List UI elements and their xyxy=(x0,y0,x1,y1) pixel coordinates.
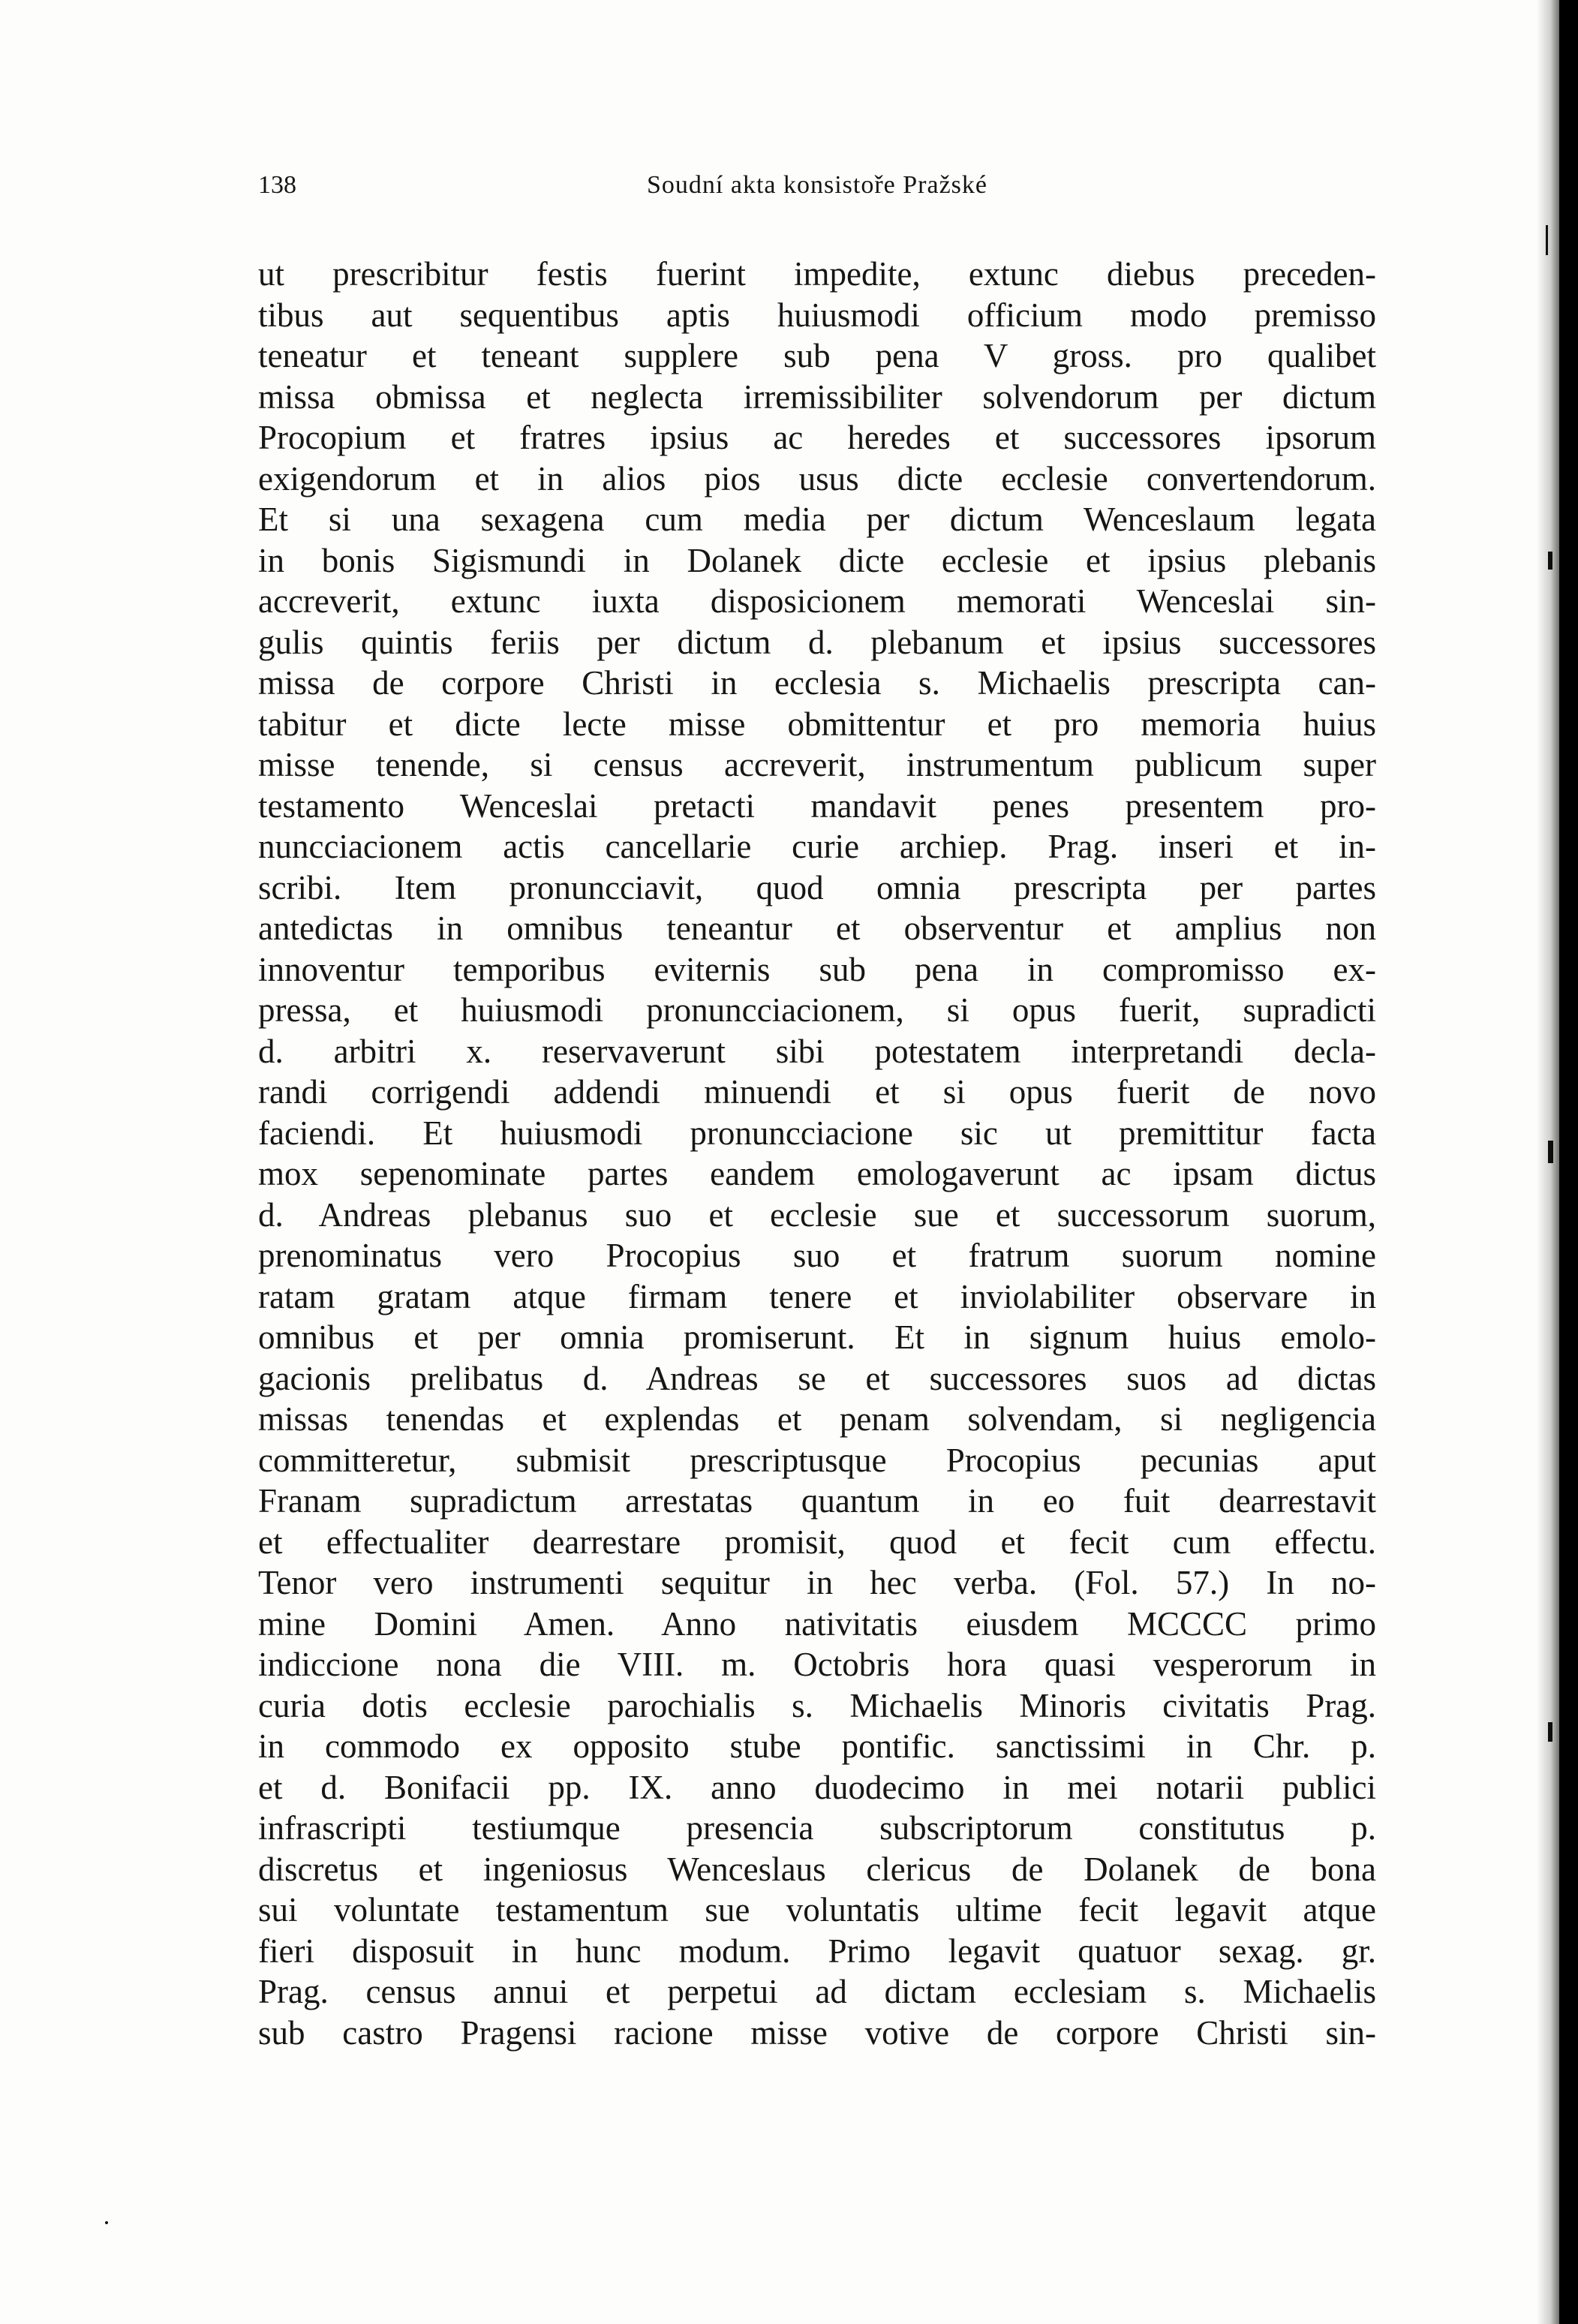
text-line: curia dotis ecclesie parochialis s. Michaelis Minoris civitatis Prag. xyxy=(258,1686,1376,1724)
text-line: fieri disposuit in hunc modum. Primo legavit quatuor sexag. gr. xyxy=(258,1932,1376,1970)
text-line: in bonis Sigismundi in Dolanek dicte ecclesie et ipsius plebanis xyxy=(258,541,1376,579)
text-line: testamento Wenceslai pretacti mandavit penes presentem pro- xyxy=(258,786,1376,825)
text-line: nuncciacionem actis cancellarie curie archiep. Prag. inseri et in- xyxy=(258,828,1376,865)
running-title: Soudní akta konsistoře Pražské xyxy=(647,171,987,199)
text-line: antedictas in omnibus teneantur et observentur et amplius non xyxy=(258,909,1376,947)
text-line: infrascripti testiumque presencia subscriptorum constitutus p. xyxy=(258,1809,1376,1847)
text-line: committeretur, submisit prescriptusque Procopius pecunias aput xyxy=(258,1441,1376,1479)
text-line: Tenor vero instrumenti sequitur in hec verba. (Fol. 57.) In no- xyxy=(258,1564,1376,1601)
text-line: exigendorum et in alios pios usus dicte ecclesie convertendorum. xyxy=(258,459,1376,498)
text-line: d. Andreas plebanus suo et ecclesie sue et successorum suorum, xyxy=(258,1195,1376,1234)
text-line: prenominatus vero Procopius suo et fratrum suorum nomine xyxy=(258,1237,1376,1274)
text-line: d. arbitri x. reservaverunt sibi potestatem interpretandi decla- xyxy=(258,1032,1376,1070)
text-line: faciendi. Et huiusmodi pronuncciacione sic ut premittitur facta xyxy=(258,1114,1376,1152)
text-line: gacionis prelibatus d. Andreas se et successores suos ad dictas xyxy=(258,1359,1376,1397)
page-number: 138 xyxy=(258,171,296,199)
text-line: missa de corpore Christi in ecclesia s. Michaelis prescripta can- xyxy=(258,664,1376,702)
text-line: in commodo ex opposito stube pontific. sanctissimi in Chr. p. xyxy=(258,1727,1376,1765)
text-line: et effectualiter dearrestare promisit, quod et fecit cum effectu. xyxy=(258,1523,1376,1561)
text-line: Franam supradictum arrestatas quantum in eo fuit dearrestavit xyxy=(258,1482,1376,1520)
text-line: teneatur et teneant supplere sub pena V gross. pro qualibet xyxy=(258,337,1376,374)
text-line: mine Domini Amen. Anno nativitatis eiusdem MCCCC primo xyxy=(258,1604,1376,1643)
text-line: randi corrigendi addendi minuendi et si opus fuerit de novo xyxy=(258,1073,1376,1111)
text-line: ut prescribitur festis fuerint impedite, extunc diebus preceden- xyxy=(258,255,1376,293)
text-line: indiccione nona die VIII. m. Octobris hora quasi vesperorum in xyxy=(258,1646,1376,1683)
text-line: tibus aut sequentibus aptis huiusmodi officium modo premisso xyxy=(258,296,1376,334)
text-line: pressa, et huiusmodi pronuncciacionem, si opus fuerit, supradicti xyxy=(258,991,1376,1029)
text-line: misse tenende, si census accreverit, instrumentum publicum super xyxy=(258,746,1376,783)
page-edge-shadow xyxy=(1537,0,1559,2324)
text-line: et d. Bonifacii pp. IX. anno duodecimo in mei notarii publici xyxy=(258,1768,1376,1806)
text-line: mox sepenominate partes eandem emologaverunt ac ipsam dictus xyxy=(258,1155,1376,1192)
text-line: Et si una sexagena cum media per dictum Wenceslaum legata xyxy=(258,501,1376,538)
text-line: Procopium et fratres ipsius ac heredes et successores ipsorum xyxy=(258,419,1376,456)
text-line: missa obmissa et neglecta irremissibiliter solvendorum per dictum xyxy=(258,377,1376,416)
text-line: accreverit, extunc iuxta disposicionem memorati Wenceslai sin- xyxy=(258,582,1376,620)
text-line: gulis quintis feriis per dictum d. plebanum et ipsius successores xyxy=(258,623,1376,661)
text-line: sui voluntate testamentum sue voluntatis ultime fecit legavit atque xyxy=(258,1891,1376,1929)
text-line: discretus et ingeniosus Wenceslaus clericus de Dolanek de bona xyxy=(258,1850,1376,1888)
running-header xyxy=(258,171,1376,209)
text-line: innoventur temporibus eviternis sub pena in compromisso ex- xyxy=(258,950,1376,988)
scan-mark xyxy=(105,2221,108,2224)
text-line: missas tenendas et explendas et penam solvendam, si negligencia xyxy=(258,1400,1376,1438)
text-line: tabitur et dicte lecte misse obmittentur et pro memoria huius xyxy=(258,705,1376,743)
body-text xyxy=(258,254,1376,2053)
text-line: omnibus et per omnia promiserunt. Et in signum huius emolo- xyxy=(258,1318,1376,1356)
text-line: scribi. Item pronuncciavit, quod omnia prescripta per partes xyxy=(258,868,1376,906)
text-line: Prag. census annui et perpetui ad dictam ecclesiam s. Michaelis xyxy=(258,1973,1376,2010)
text-line: sub castro Pragensi racione misse votive de corpore Christi sin- xyxy=(258,2013,1376,2052)
text-line: ratam gratam atque firmam tenere et inviolabiliter observare in xyxy=(258,1277,1376,1315)
